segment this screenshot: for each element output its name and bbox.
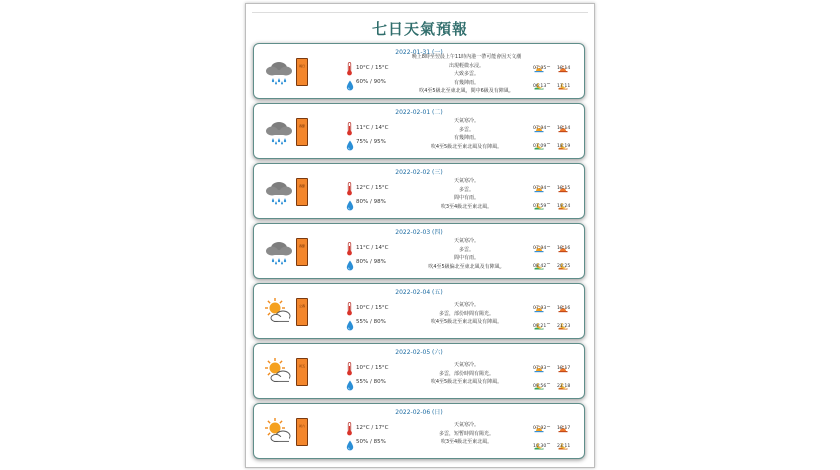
forecast-date: 2022-02-03 (四) <box>395 229 443 236</box>
moonset-time: 21:23 <box>557 324 571 329</box>
moonset-icon <box>558 435 568 443</box>
dash-separator: _ <box>547 77 550 84</box>
moonrise-time: 08:42 <box>533 264 547 269</box>
temperature-range: 11°C / 14°C <box>356 245 389 251</box>
moonset-icon <box>558 135 568 143</box>
sunset-time: 18:16 <box>557 246 571 251</box>
description-line: 出現輕微水浸。 <box>448 62 484 69</box>
dash-separator: _ <box>547 360 550 367</box>
dash-separator: _ <box>547 180 550 187</box>
forecast-date: 2022-02-05 (六) <box>395 349 443 356</box>
sunset-time: 18:16 <box>557 306 571 311</box>
humidity-range: 80% / 98% <box>356 259 386 265</box>
sunset-icon <box>558 238 568 246</box>
sun-moon-times <box>534 416 582 456</box>
thermometer-icon <box>346 181 353 195</box>
day-tag-label: 春節 <box>298 244 305 248</box>
sunset-icon <box>558 118 568 126</box>
sunrise-time: 07:04 <box>533 126 547 131</box>
thermometer-icon <box>346 361 353 375</box>
day-tag-label: 初六 <box>298 424 305 428</box>
sunrise-icon <box>534 298 544 306</box>
moonrise-time: 09:56 <box>533 384 547 389</box>
description-line: 吹4至5級北至東北風及有陣風。 <box>430 379 503 385</box>
forecast-date: 2022-02-04 (五) <box>395 289 443 296</box>
description-line: 天氣寒冷。 <box>453 302 479 308</box>
day-tag <box>296 358 308 386</box>
forecast-card <box>253 343 585 399</box>
sunset-time: 18:17 <box>557 366 571 371</box>
sun-cloud-icon <box>264 418 294 446</box>
description-line: 多雲，短暫時間有陽光。 <box>438 430 494 437</box>
sunrise-icon <box>534 178 544 186</box>
forecast-page <box>245 3 595 468</box>
humidity-drop-icon <box>346 196 354 207</box>
moonset-time: 18:19 <box>557 144 571 149</box>
description-line: 吹4至5級北至東北風及有陣風。 <box>430 319 503 325</box>
thermometer-icon <box>346 301 353 315</box>
thermometer-icon <box>346 121 353 135</box>
day-tag-label: 初五 <box>298 364 305 368</box>
day-tag <box>296 118 308 146</box>
sunrise-icon <box>534 118 544 126</box>
forecast-card <box>253 103 585 159</box>
sunrise-icon <box>534 418 544 426</box>
forecast-description <box>399 53 534 96</box>
sun-cloud-icon <box>264 358 294 386</box>
forecast-card <box>253 43 585 99</box>
description-line: 吹4至5級北至東北風及有陣風。 <box>430 143 503 150</box>
moonrise-time: 07:09 <box>533 144 547 149</box>
forecast-card <box>253 403 585 459</box>
humidity-drop-icon <box>346 436 354 447</box>
dash-separator: _ <box>547 60 550 67</box>
forecast-description <box>399 301 534 327</box>
forecast-description <box>399 421 534 447</box>
forecast-card <box>253 223 585 279</box>
humidity-drop-icon <box>346 256 354 267</box>
sun-moon-times <box>534 176 582 216</box>
thermometer-icon <box>346 61 353 75</box>
humidity-range: 50% / 85% <box>356 439 386 445</box>
day-tag <box>296 298 308 326</box>
description-line: 有幾陣雨。 <box>453 135 479 141</box>
day-tag-label: 立春 <box>298 304 305 308</box>
moonset-time: 19:24 <box>557 204 571 209</box>
sunset-icon <box>558 358 568 366</box>
description-line: 有幾陣雨。 <box>453 79 479 86</box>
temperature-range: 10°C / 15°C <box>356 65 389 71</box>
forecast-date: 2022-02-01 (二) <box>395 109 443 116</box>
moonrise-icon <box>534 75 544 83</box>
dash-separator: _ <box>547 300 550 307</box>
day-tag <box>296 178 308 206</box>
forecast-description <box>399 237 534 271</box>
humidity-drop-icon <box>346 316 354 327</box>
sunrise-icon <box>534 238 544 246</box>
moonrise-time: 07:59 <box>533 204 547 209</box>
dash-separator: _ <box>547 197 550 204</box>
description-line: 多雲。 <box>458 186 474 193</box>
rain-cloud-icon <box>264 178 294 206</box>
sunrise-time: 07:03 <box>533 366 547 371</box>
dash-separator: _ <box>547 420 550 427</box>
moonset-icon <box>558 375 568 383</box>
humidity-range: 80% / 98% <box>356 199 386 205</box>
page-title: 七日天氣預報 <box>371 20 468 38</box>
sunset-icon <box>558 418 568 426</box>
description-line: 間中有雨。 <box>453 195 479 201</box>
moonrise-time: 06:13 <box>533 84 547 89</box>
day-tag <box>296 418 308 446</box>
dash-separator: _ <box>547 437 550 444</box>
temperature-range: 11°C / 14°C <box>356 125 389 131</box>
forecast-date: 2022-02-06 (日) <box>395 409 443 416</box>
rain-cloud-icon <box>264 118 294 146</box>
description-line: 吹4至5級偏北至東北風及有陣風。 <box>428 263 505 270</box>
humidity-range: 60% / 90% <box>356 79 386 85</box>
description-line: 天氣寒冷。 <box>453 238 479 244</box>
day-tag-label: 雨日 <box>298 64 305 68</box>
dash-separator: _ <box>547 137 550 144</box>
humidity-drop-icon <box>346 76 354 87</box>
description-line: 天氣寒冷。 <box>453 178 479 184</box>
forecast-description <box>399 117 534 151</box>
sun-moon-times <box>534 56 582 96</box>
dash-separator: _ <box>547 240 550 247</box>
moonrise-icon <box>534 315 544 323</box>
sunset-time: 18:14 <box>557 126 571 131</box>
description-line: 晚上8時至翌晨上午11時內港一帶可能會因天文潮 <box>411 54 522 60</box>
sun-moon-times <box>534 356 582 396</box>
moonset-time: 23:11 <box>557 444 571 449</box>
moonrise-icon <box>534 255 544 263</box>
description-line: 多雲。 <box>458 126 474 133</box>
top-divider <box>252 12 588 13</box>
humidity-range: 55% / 80% <box>356 379 386 385</box>
moonrise-icon <box>534 135 544 143</box>
description-line: 多雲。 <box>458 246 474 253</box>
humidity-drop-icon <box>346 136 354 147</box>
day-tag <box>296 58 308 86</box>
dash-separator: _ <box>547 317 550 324</box>
description-line: 天氣寒冷。 <box>453 422 479 428</box>
thermometer-icon <box>346 241 353 255</box>
rain-cloud-icon <box>264 58 294 86</box>
thermometer-icon <box>346 421 353 435</box>
moonset-time: 17:11 <box>557 84 571 89</box>
sunset-icon <box>558 58 568 66</box>
sunrise-time: 07:04 <box>533 246 547 251</box>
moonset-time: 20:25 <box>557 264 571 269</box>
sunset-time: 18:14 <box>557 66 571 71</box>
sunset-time: 18:17 <box>557 426 571 431</box>
moonset-icon <box>558 195 568 203</box>
moonrise-icon <box>534 435 544 443</box>
moonrise-time: 10:30 <box>533 444 547 449</box>
forecast-card <box>253 163 585 219</box>
forecast-date: 2022-02-02 (三) <box>395 169 443 176</box>
description-line: 天氣寒冷。 <box>453 118 479 124</box>
rain-cloud-icon <box>264 238 294 266</box>
dash-separator: _ <box>547 120 550 127</box>
moonrise-icon <box>534 195 544 203</box>
temperature-range: 10°C / 15°C <box>356 365 389 371</box>
temperature-range: 12°C / 15°C <box>356 185 389 191</box>
sun-cloud-icon <box>264 298 294 326</box>
humidity-range: 55% / 80% <box>356 319 386 325</box>
day-tag <box>296 238 308 266</box>
humidity-drop-icon <box>346 376 354 387</box>
sunset-time: 18:15 <box>557 186 571 191</box>
description-line: 多雲，部份時間有陽光。 <box>438 370 494 377</box>
temperature-range: 12°C / 17°C <box>356 425 389 431</box>
sunrise-time: 07:04 <box>533 186 547 191</box>
sunrise-time: 07:02 <box>533 426 547 431</box>
humidity-range: 75% / 95% <box>356 139 386 145</box>
description-line: 天氣寒冷。 <box>453 362 479 368</box>
description-line: 大致多雲。 <box>453 71 479 77</box>
moonrise-icon <box>534 375 544 383</box>
description-line: 吹4至5級北至東北風，間中6級及有陣風。 <box>419 88 514 94</box>
day-tag-label: 春節 <box>298 124 305 128</box>
description-line: 吹3至4級北至東北風。 <box>440 203 493 210</box>
moonset-icon <box>558 75 568 83</box>
sunrise-icon <box>534 58 544 66</box>
sun-moon-times <box>534 116 582 156</box>
day-tag-label: 春節 <box>298 184 305 188</box>
sun-moon-times <box>534 236 582 276</box>
forecast-date: 2022-01-31 (一) <box>395 49 443 56</box>
description-line: 多雲，部份時間有陽光。 <box>438 310 494 317</box>
description-line: 吹3至4級北至東北風。 <box>440 439 493 445</box>
sunrise-time: 07:05 <box>533 66 547 71</box>
moonrise-time: 09:21 <box>533 324 547 329</box>
forecast-description <box>399 177 534 211</box>
dash-separator: _ <box>547 257 550 264</box>
sunrise-time: 07:03 <box>533 306 547 311</box>
moonset-icon <box>558 255 568 263</box>
sunset-icon <box>558 178 568 186</box>
forecast-card <box>253 283 585 339</box>
temperature-range: 10°C / 15°C <box>356 305 389 311</box>
dash-separator: _ <box>547 377 550 384</box>
sunrise-icon <box>534 358 544 366</box>
sunset-icon <box>558 298 568 306</box>
moonset-time: 22:18 <box>557 384 571 389</box>
moonset-icon <box>558 315 568 323</box>
description-line: 間中有雨。 <box>453 255 479 261</box>
sun-moon-times <box>534 296 582 336</box>
forecast-description <box>399 361 534 387</box>
